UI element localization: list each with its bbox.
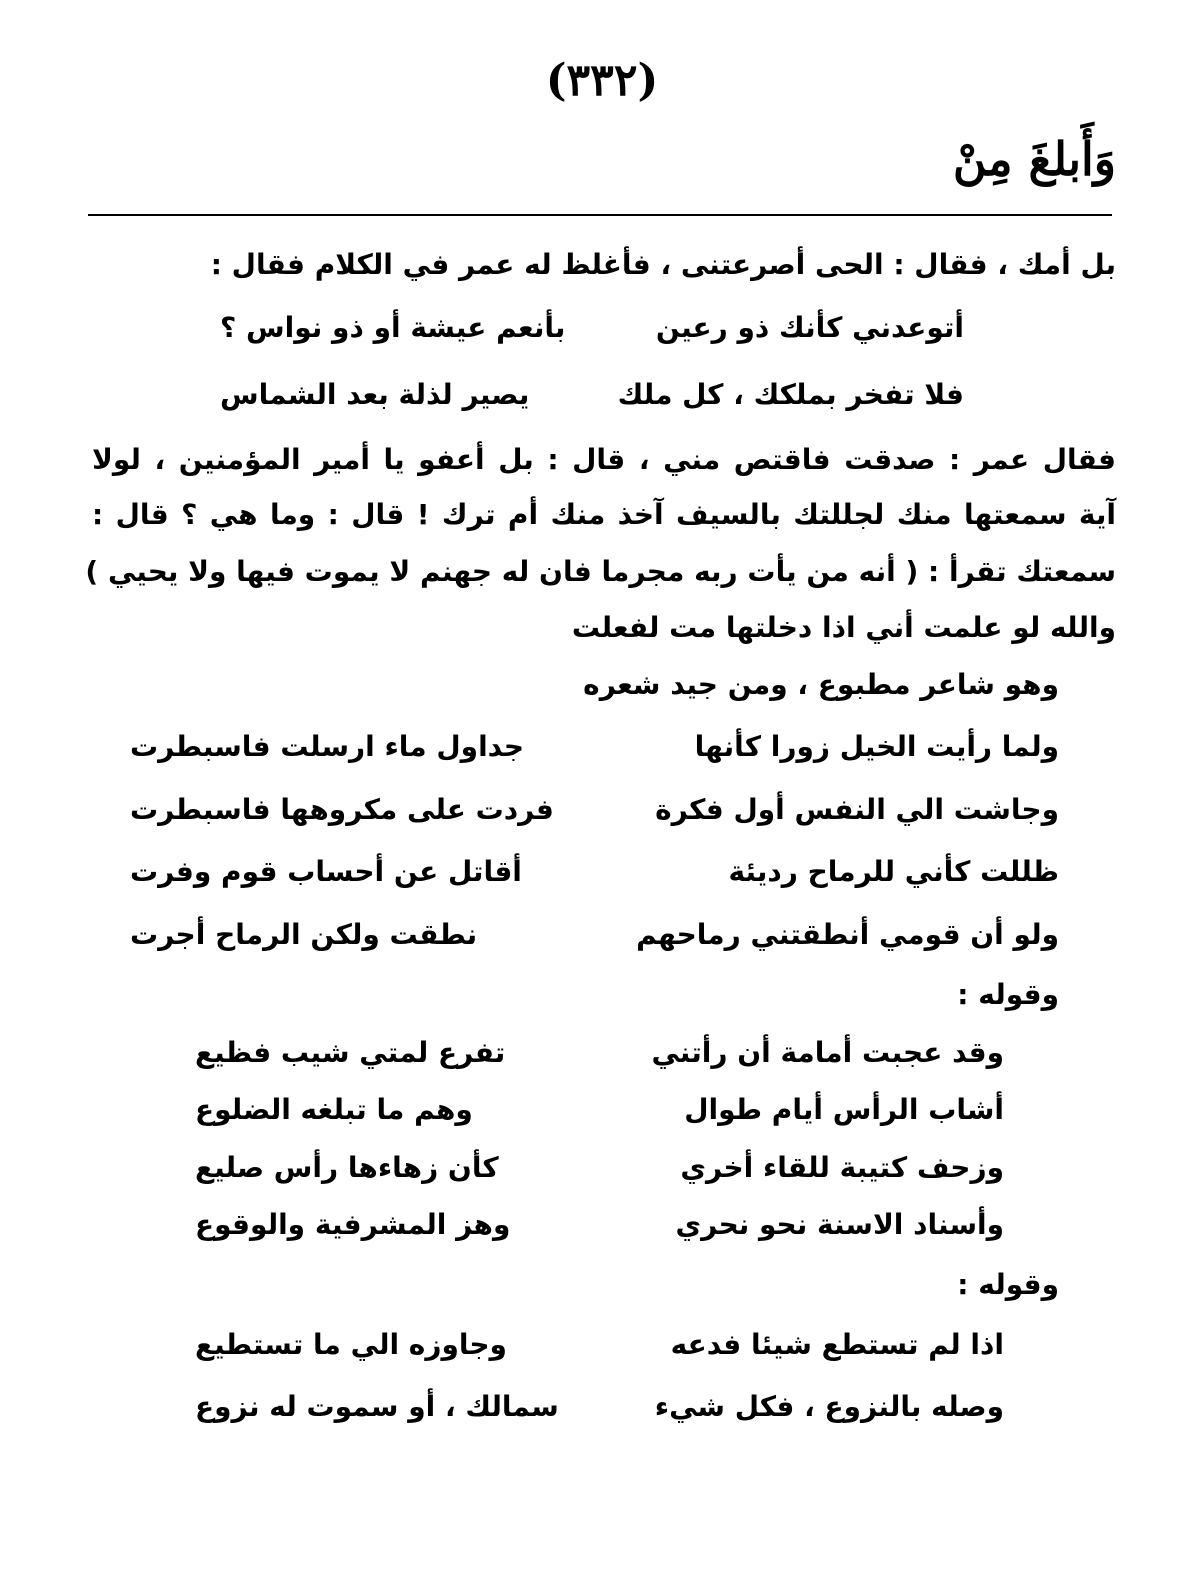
verse-hemistich-first: وقد عجبت أمامة أن رأتني <box>651 1036 1004 1069</box>
verse-hemistich-first: وزحف كتيبة للقاء أخري <box>680 1151 1004 1184</box>
header-rule <box>88 214 1112 216</box>
verse-hemistich-first: وجاشت الي النفس أول فكرة <box>655 793 1059 826</box>
verse-hemistich-second: يصير لذلة بعد الشماس <box>220 378 530 411</box>
catchword: وَأَبلغَ مِنْ <box>952 132 1116 186</box>
page-number: (٣٣٢) <box>545 55 659 106</box>
verse-hemistich-first: اذا لم تستطع شيئا فدعه <box>670 1328 1004 1361</box>
verse-hemistich-second: وهز المشرفية والوقوع <box>195 1208 511 1241</box>
verse-hemistich-first: وأسناد الاسنة نحو نحري <box>675 1208 1004 1241</box>
verse-hemistich-first: ولو أن قومي أنطقتني رماحهم <box>636 918 1059 951</box>
verse-hemistich-first: أتوعدني كأنك ذو رعين <box>655 311 964 344</box>
prose-line: آية سمعتها منك لجللتك بالسيف آخذ منك أم ترك ! قال : وما هي ؟ قال : <box>92 498 1116 531</box>
verse-hemistich-first: أشاب الرأس أيام طوال <box>684 1093 1004 1126</box>
intro-line: وهو شاعر مطبوع ، ومن جيد شعره <box>583 668 1059 701</box>
verse-hemistich-second: وجاوزه الي ما تستطيع <box>195 1328 507 1361</box>
verse-hemistich-first: فلا تفخر بملكك ، كل ملك <box>617 378 964 411</box>
prose-line: بل أمك ، فقال : الحى أصرعتنى ، فأغلظ له عمر في الكلام فقال : <box>210 248 1116 281</box>
intro-line: وقوله : <box>957 1268 1059 1301</box>
verse-hemistich-second: فردت على مكروهها فاسبطرت <box>130 793 554 826</box>
verse-hemistich-second: أقاتل عن أحساب قوم وفرت <box>130 855 522 888</box>
verse-hemistich-first: وصله بالنزوع ، فكل شيء <box>654 1390 1004 1423</box>
verse-hemistich-second: سمالك ، أو سموت له نزوع <box>195 1390 559 1423</box>
prose-line: سمعتك تقرأ : ( أنه من يأت ربه مجرما فان له جهنم لا يموت فيها ولا يحيي ) <box>85 555 1116 588</box>
verse-hemistich-second: وهم ما تبلغه الضلوع <box>195 1093 473 1126</box>
verse-hemistich-first: ظللت كأني للرماح رديئة <box>728 855 1059 888</box>
prose-line: والله لو علمت أني اذا دخلتها مت لفعلت <box>571 611 1116 644</box>
verse-hemistich-second: بأنعم عيشة أو ذو نواس ؟ <box>220 311 566 344</box>
verse-hemistich-second: جداول ماء ارسلت فاسبطرت <box>130 730 525 763</box>
verse-hemistich-second: نطقت ولكن الرماح أجرت <box>130 918 478 951</box>
intro-line: وقوله : <box>957 978 1059 1011</box>
prose-line: فقال عمر : صدقت فاقتص مني ، قال : بل أعفو يا أمير المؤمنين ، لولا <box>92 443 1116 476</box>
verse-hemistich-second: كأن زهاءها رأس صليع <box>195 1151 499 1184</box>
verse-hemistich-second: تفرع لمتي شيب فظيع <box>195 1036 506 1069</box>
verse-hemistich-first: ولما رأيت الخيل زورا كأنها <box>694 730 1059 763</box>
